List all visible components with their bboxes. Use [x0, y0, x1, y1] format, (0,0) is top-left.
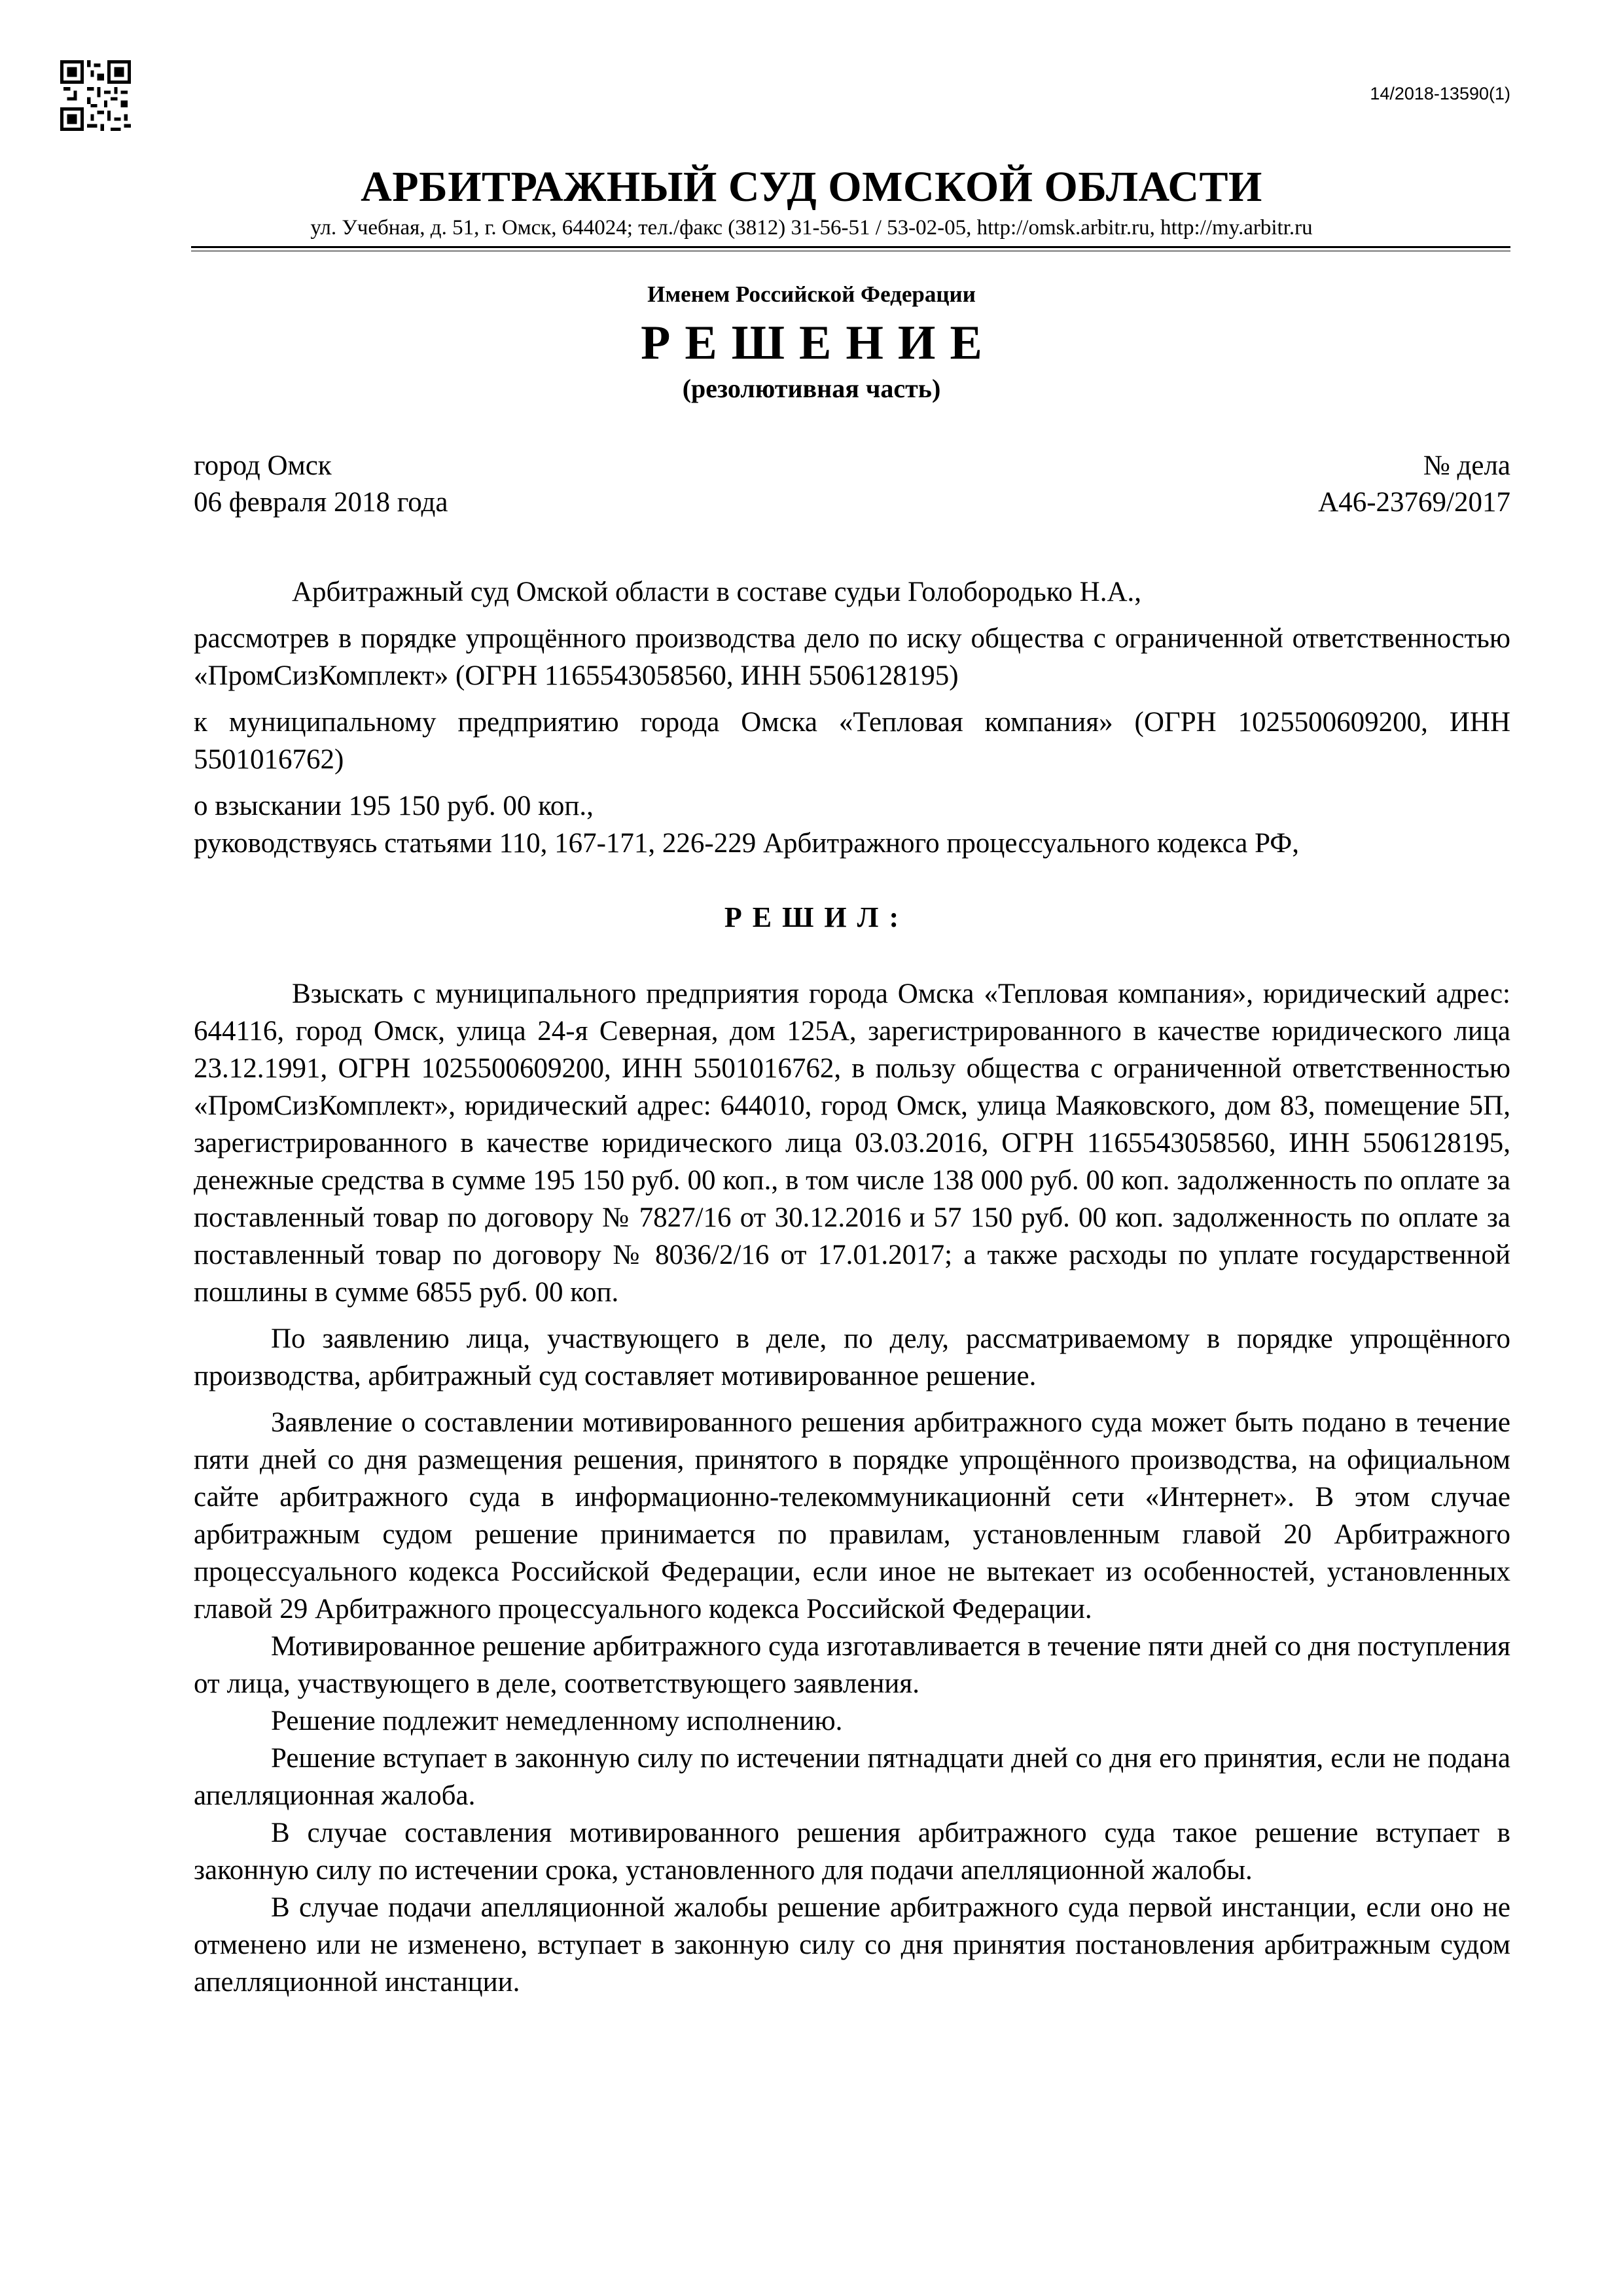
decision-paragraph: Решение подлежит немедленному исполнению.	[271, 1706, 843, 1736]
decision-paragraph: Решение вступает в законную силу по истечении пятнадцати дней со дня его принятия, если не подана апелляционная жалоба.	[194, 1743, 1510, 1811]
decision-paragraph: В случае составления мотивированного решения арбитражного суда такое решение вступает в законную силу по истечении срока, установленного для подачи апелляционной жалобы.	[194, 1818, 1510, 1886]
qr-code	[60, 60, 131, 131]
document-number: 14/2018-13590(1)	[1370, 84, 1510, 103]
intro-plaintiff: рассмотрев в порядке упрощённого производства дело по иску общества с ограниченной ответственностью «ПромСизКомплект» (ОГРН 1165543058560, ИНН 5506128195)	[194, 623, 1510, 691]
resolved-heading: РЕШИЛ:	[724, 901, 910, 933]
decision-section	[194, 975, 1510, 2001]
intro-legal-basis: руководствуясь статьями 110, 167-171, 226-229 Арбитражного процессуального кодекса РФ,	[194, 828, 1300, 859]
place-date-block	[194, 448, 448, 521]
decision-paragraph: В случае подачи апелляционной жалобы решение арбитражного суда первой инстанции, если оно не отменено или не изменено, вступает в законную силу со дня принятия постановления арбитражным судом апелляционной инстанции.	[194, 1892, 1510, 1998]
court-name: АРБИТРАЖНЫЙ СУД ОМСКОЙ ОБЛАСТИ	[361, 163, 1262, 211]
case-number: А46-23769/2017	[1318, 487, 1510, 518]
in-name-of-federation: Именем Российской Федерации	[647, 281, 976, 307]
intro-judge: Арбитражный суд Омской области в составе судьи Голобородько Н.А.,	[292, 577, 1142, 607]
case-label: № дела	[1423, 450, 1510, 481]
court-address: ул. Учебная, д. 51, г. Омск, 644024; тел./факс (3812) 31-56-51 / 53-02-05, http://omsk.arbitr.ru, http://my.arbitr.ru	[310, 216, 1313, 240]
decision-date: 06 февраля 2018 года	[194, 487, 448, 518]
decision-paragraph: Мотивированное решение арбитражного суда изготавливается в течение пяти дней со дня поступления от лица, участвующего в деле, соответствующего заявления.	[194, 1631, 1510, 1699]
intro-defendant: к муниципальному предприятию города Омска «Тепловая компания» (ОГРН 1025500609200, ИНН 5501016762)	[194, 707, 1510, 775]
header-rule	[191, 246, 1510, 248]
case-block	[1318, 448, 1510, 521]
decision-part: (резолютивная часть)	[682, 374, 941, 403]
decision-paragraph: Заявление о составлении мотивированного решения арбитражного суда может быть подано в течение пяти дней со дня размещения решения, принятого в порядке упрощённого производства, на официальном сайте арбитражного суда в информационно-телекоммуникационнй сети «Интернет». В этом случае арбитражным судом решение принимается по правилам, установленным главой 20 Арбитражного процессуального кодекса Российской Федерации, если иное не вытекает из особенностей, установленных главой 29 Арбитражного процессуального кодекса Российской Федерации.	[194, 1407, 1510, 1624]
decision-paragraph: Взыскать с муниципального предприятия города Омска «Тепловая компания», юридический адрес: 644116, город Омск, улица 24-я Северная, дом 125А, зарегистрированного в качестве юридического лица 23.12.1991, ОГРН 1025500609200, ИНН 5501016762, в пользу общества с ограниченной ответственностью «ПромСизКомплект», юридический адрес: 644010, город Омск, улица Маяковского, дом 83, помещение 5П, зарегистрированного в качестве юридического лица 03.03.2016, ОГРН 1165543058560, ИНН 5506128195, денежные средства в сумме 195 150 руб. 00 коп., в том числе 138 000 руб. 00 коп. задолженность по оплате за поставленный товар по договору № 7827/16 от 30.12.2016 и 57 150 руб. 00 коп. задолженность по оплате за поставленный товар по договору № 8036/2/16 от 17.01.2017; а также расходы по уплате государственной пошлины в сумме 6855 руб. 00 коп.	[194, 978, 1510, 1308]
decision-title: РЕШЕНИЕ	[641, 316, 997, 370]
intro-claim: о взыскании 195 150 руб. 00 коп.,	[194, 791, 594, 821]
intro-section	[194, 573, 1510, 862]
city: город Омск	[194, 450, 332, 481]
decision-paragraph: По заявлению лица, участвующего в деле, по делу, рассматриваемому в порядке упрощённого производства, арбитражный суд составляет мотивированное решение.	[194, 1323, 1510, 1391]
